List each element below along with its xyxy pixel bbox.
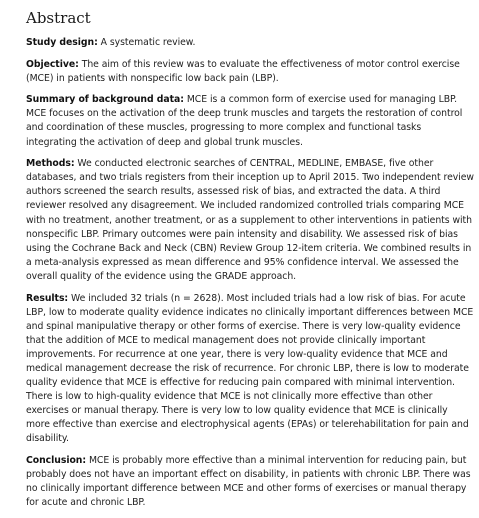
results-paragraph: [26, 292, 474, 447]
methods-paragraph: [26, 157, 474, 284]
section-text: MCE is a common form of exercise used for managing LBP. MCE focuses on the activation of the deep trunk muscles and targets the restoration of control and coordination of these muscles, progressing to more complex and functional tasks integrating the activation of deep and global trunk muscles.: [26, 94, 463, 148]
abstract-heading: Abstract: [26, 9, 91, 27]
abstract-page: [26, 8, 474, 518]
conclusion-paragraph: [26, 454, 474, 510]
section-label: Objective:: [26, 58, 79, 70]
section-text: We conducted electronic searches of CENTRAL, MEDLINE, EMBASE, five other databases, and two trials registers from their inception up to April 2015. Two independent review authors screened the search results, assessed risk of bias, and extracted the data. A third reviewer resolved any disagreement. We included randomized controlled trials comparing MCE with no treatment, another treatment, or as a supplement to other interventions in patients with nonspecific LBP. Primary outcomes were pain intensity and disability. We assessed risk of bias using the Cochrane Back and Neck (CBN) Review Group 12-item criteria. We combined results in a meta-analysis expressed as mean difference and 95% confidence interval. We assessed the overall quality of the evidence using the GRADE approach.: [26, 158, 474, 282]
study-design-paragraph: [26, 36, 474, 50]
section-text: The aim of this review was to evaluate the effectiveness of motor control exercise (MCE) in patients with nonspecific low back pain (LBP).: [26, 58, 460, 84]
background-paragraph: [26, 93, 474, 149]
section-label: Results:: [26, 292, 69, 304]
section-label: Methods:: [26, 158, 75, 170]
section-text: We included 32 trials (n = 2628). Most included trials had a low risk of bias. For acute LBP, low to moderate quality evidence indicates no clinically important differences between MCE and spinal manipulative therapy or other forms of exercise. There is very low-quality evidence that the addition of MCE to medical management does not provide clinically important improvements. For recurrence at one year, there is very low-quality evidence that MCE and medical management decrease the risk of recurrence. For chronic LBP, there is low to moderate quality evidence that MCE is effective for reducing pain compared with minimal intervention. There is low to high-quality evidence that MCE is not clinically more effective than other exercises or manual therapy. There is very low to low quality evidence that MCE is clinically more effective than exercise and electrophysical agents (EPAs) or telerehabilitation for pain and disability.: [26, 292, 474, 445]
section-label: Study design:: [26, 37, 98, 48]
section-text: A systematic review.: [100, 37, 196, 48]
objective-paragraph: [26, 58, 474, 86]
section-label: Conclusion:: [26, 455, 87, 467]
section-label: Summary of background data:: [26, 94, 184, 106]
section-text: MCE is probably more effective than a minimal intervention for reducing pain, but probably does not have an important effect on disability, in patients with chronic LBP. There was no clinically important difference between MCE and other forms of exercises or manual therapy for acute and chronic LBP.: [26, 455, 471, 509]
